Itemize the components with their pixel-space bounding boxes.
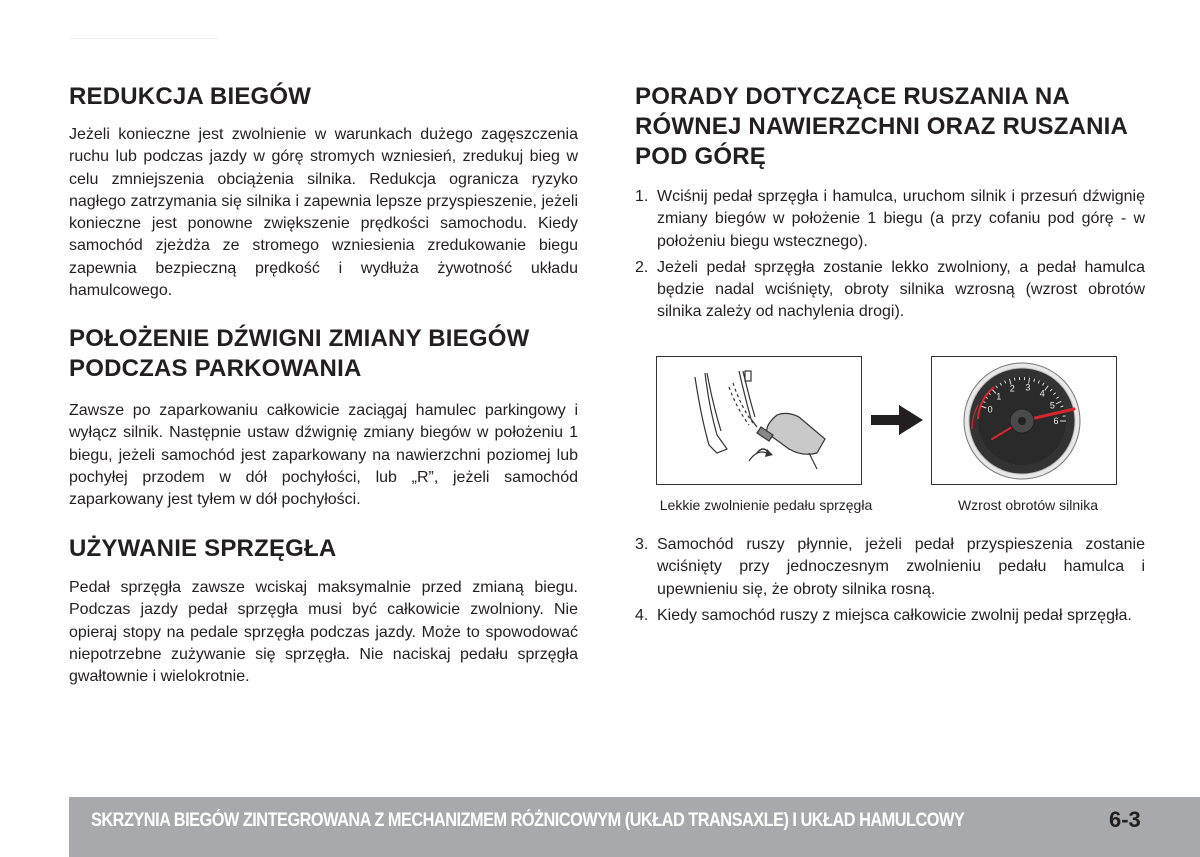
chapter-title: SKRZYNIA BIEGÓW ZINTEGROWANA Z MECHANIZMEM RÓŻNICOWYM (UKŁAD TRANSAXLE) I UKŁAD HAMULCOWY [91,810,965,831]
step-text: Wciśnij pedał sprzęgła i hamulca, uruchom silnik i przesuń dźwignię zmiany biegów w położenie 1 biegu (a przy cofaniu pod górę - w położeniu biegu wstecznego). [657,188,1145,250]
tach-number: 6 [1053,416,1059,426]
heading-line: RÓWNEJ NAWIERZCHNI ORAZ RUSZANIA [635,113,1129,140]
caption-engine-speed: Wzrost obrotów silnika [957,497,1099,513]
list-item [635,534,1145,601]
heading-line: PORADY DOTYCZĄCE RUSZANIA NA [635,83,1070,110]
foot-on-clutch-pedal-icon [657,357,861,484]
step-text: Jeżeli pedał sprzęgła zostanie lekko zwolniony, a pedał hamulca będzie nadal wciśnięty, obroty silnika wzrosną (wzrost obrotów silnika zależy od nachylenia drogi). [657,258,1145,321]
heading-line: PODCZAS PARKOWANIA [69,355,362,382]
tach-number: 1 [996,391,1002,402]
page-footer [69,797,1200,857]
heading-line: POD GÓRĘ [635,143,766,170]
pedal-illustration [656,356,862,485]
step-number: 2. [635,258,649,276]
step-number: 3. [635,536,649,553]
tachometer-illustration [931,356,1117,485]
tach-number: 4 [1039,388,1045,399]
steps-list-top [635,186,1145,324]
paragraph-polozenie-dzwigni: Zawsze po zaparkowaniu całkowicie zaciągaj hamulec parkingowy i wyłącz silnik. Następnie ustaw dźwignię zmiany biegów w położeniu 1 biegu, jeżeli samochód jest zaparkowany na nawierzchni poziomej lub pochyłej przodem w dół pochyłości, lub „R”, jeżeli samochód zaparkowany jest tyłem w dół pochyłości. [69,402,578,509]
top-rule [69,38,219,39]
tach-number: 2 [1009,383,1015,394]
list-item [635,186,1145,253]
heading-redukcja-biegow: REDUKCJA BIEGÓW [69,83,312,110]
heading-polozenie-dzwigni [69,324,578,384]
list-item [635,605,1145,627]
tach-number: 5 [1049,400,1055,411]
tach-tick [1014,378,1015,381]
steps-list-bottom [635,534,1145,627]
heading-line: POŁOŻENIE DŹWIGNI ZMIANY BIEGÓW [69,325,530,352]
tach-number: 0 [987,404,993,415]
step-number: 1. [635,188,649,205]
step-text: Samochód ruszy płynnie, jeżeli pedał przyspieszenia zostanie wciśnięty przy jednoczesnym zwolnieniu pedału hamulca i upewnieniu się, że obroty silnika rosną. [657,536,1145,598]
caption-clutch-release: Lekkie zwolnienie pedału sprzęgła [659,497,873,513]
step-text: Kiedy samochód ruszy z miejsca całkowicie zwolnij pedał sprzęgła. [657,606,1132,624]
paragraph-uzywanie-sprzegla: Pedał sprzęgła zawsze wciskaj maksymalnie przed zmianą biegu. Podczas jazdy pedał sprzęgła musi być całkowicie zwolniony. Nie opieraj stopy na pedale sprzęgła podczas jazdy. Może to spowodować niepotrzebne zużywanie się sprzęgła. Nie naciskaj pedału sprzęgła gwałtownie i wielokrotnie. [69,579,578,686]
heading-porady-ruszania [635,82,1145,172]
tachometer-gauge [932,357,1116,484]
heading-uzywanie-sprzegla: UŻYWANIE SPRZĘGŁA [69,535,337,562]
tach-number: 3 [1025,382,1031,393]
paragraph-redukcja-biegow: Jeżeli konieczne jest zwolnienie w warunkach dużego zagęszczenia ruchu lub podczas jazdy w górę stromych wzniesień, zredukuj bieg w celu zmniejszenia obciążenia silnika. Redukcja ogranicza ryzyko nagłego zatrzymania się silnika i zapewnia lepsze przyspieszenie, jeżeli konieczne jest ponowne zwiększenie prędkości samochodu. Kiedy samochód zjeżdża ze stromego wzniesienia zredukowanie biegu zapewnia bezpieczną prędkość i wydłuża żywotność układu hamulcowego. [69,126,578,300]
list-item [635,257,1145,324]
step-number: 4. [635,606,649,624]
arrow-right-icon [871,405,923,435]
page-number: 6-3 [1109,807,1141,832]
